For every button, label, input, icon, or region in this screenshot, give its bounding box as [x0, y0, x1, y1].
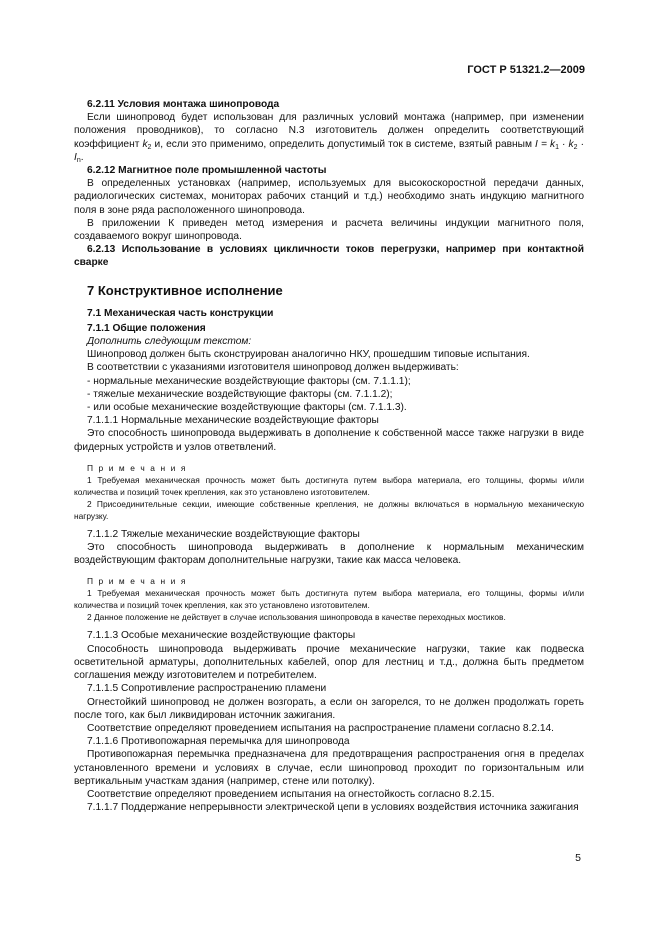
- section-heading-6-2-12: 6.2.12 Магнитное поле промышленной частоты: [87, 165, 327, 177]
- paragraph: Противопожарная перемычка предназначена для предотвращения распространения огня в пределах установленного времени и условиях в случае, если шинопровод проходит по горизонтальным или вертикальным участкам здания (например, стене или потолку).: [74, 749, 584, 787]
- paragraph: Соответствие определяют проведением испытания на распространение пламени согласно 8.2.14.: [87, 722, 555, 734]
- section-heading-7-1-1-5: 7.1.1.5 Сопротивление распространению пламени: [87, 683, 327, 695]
- section-heading-7-1-1-2: 7.1.1.2 Тяжелые механические воздействующие факторы: [87, 528, 360, 540]
- list-item: - тяжелые механические воздействующие факторы (см. 7.1.1.2);: [87, 388, 393, 400]
- section-heading-7-1-1-1: 7.1.1.1 Нормальные механические воздействующие факторы: [87, 415, 379, 427]
- paragraph: В соответствии с указаниями изготовителя шинопровод должен выдерживать:: [87, 362, 459, 374]
- paragraph: Это способность шинопровода выдерживать в дополнение к нормальным механическим воздействующим факторам дополнительные нагрузки, такие как масса человека.: [74, 542, 584, 567]
- paragraph: Это способность шинопровода выдерживать в дополнение к собственной массе также нагрузки в виде фидерных устройств и узлов ответвлений.: [74, 428, 584, 453]
- notes-title: П р и м е ч а н и я: [87, 462, 187, 473]
- note-item: 2 Данное положение не действует в случае использования шинопровода в качестве переходных мостиков.: [87, 612, 506, 623]
- paragraph: Огнестойкий шинопровод не должен возгорать, а если он загорелся, то не должен продолжать гореть после того, как был ликвидирован источник зажигания.: [74, 696, 584, 721]
- section-heading-6-2-13: 6.2.13 Использование в условиях цикличности токов перегрузки, например при контактной сварке: [74, 244, 584, 269]
- notes-title: П р и м е ч а н и я: [87, 576, 187, 587]
- page-number: 5: [575, 852, 581, 864]
- list-item: - нормальные механические воздействующие факторы (см. 7.1.1.1);: [87, 375, 411, 387]
- document-number: ГОСТ Р 51321.2—2009: [467, 64, 585, 76]
- section-heading-7: 7 Конструктивное исполнение: [87, 282, 283, 298]
- section-heading-7-1: 7.1 Механическая часть конструкции: [87, 307, 274, 319]
- note-item: 2 Присоединительные секции, имеющие собственные крепления, не должны включаться в нормальную механическую нагрузку.: [74, 498, 584, 521]
- section-heading-7-1-1-7: 7.1.1.7 Поддержание непрерывности электрической цепи в условиях воздействия источника зажигания: [87, 802, 579, 814]
- paragraph: Способность шинопровода выдерживать прочие механические нагрузки, такие как подвеска осветительной арматуры, дополнительных кабелей, опор для лестниц и т.д., должна быть предметом соглашения между изготовителем и потребителем.: [74, 643, 584, 682]
- section-heading-7-1-1: 7.1.1 Общие положения: [87, 322, 206, 334]
- paragraph-6-2-11: Если шинопровод будет использован для различных условий монтажа (например, при изменении положения проводников), то согласно N.3 изготовитель должен определить соответствующий коэффициент $k_2$ и, если это применимо, определить допустимый ток в системе, взятый равным $I = k_1 \cdot k_2 \cdot I_n$.: [74, 112, 584, 164]
- note-item: 1 Требуемая механическая прочность может быть достигнута путем выбора материала, его толщины, формы и/или количества и позиций точек крепления, как это установлено изготовителем.: [74, 588, 584, 611]
- paragraph: В приложении К приведен метод измерения и расчета величины индукции магнитного поля, создаваемого вокруг шинопровода.: [74, 217, 584, 243]
- italic-instruction: Дополнить следующим текстом:: [87, 336, 252, 348]
- formula: I = k: [535, 138, 556, 150]
- section-heading-7-1-1-6: 7.1.1.6 Противопожарная перемычка для шинопровода: [87, 736, 350, 748]
- section-heading-6-2-11: 6.2.11 Условия монтажа шинопровода: [87, 99, 280, 110]
- paragraph: В определенных установках (например, используемых для высокоскоростной передачи данных, радиологических системах, мониторах рабочих станций и т.д.) необходимо знать индукцию магнитного поля в зоне ряда расположенного шинопровода.: [74, 178, 584, 216]
- page-content: [74, 98, 584, 814]
- section-heading-7-1-1-3: 7.1.1.3 Особые механические воздействующие факторы: [87, 630, 356, 642]
- paragraph: Соответствие определяют проведением испытания на огнестойкость согласно 8.2.15.: [87, 788, 495, 800]
- note-item: 1 Требуемая механическая прочность может быть достигнута путем выбора материала, его толщины, формы и/или количества и позиций точек крепления, как это установлено изготовителем.: [74, 474, 584, 497]
- paragraph: Шинопровод должен быть сконструирован аналогично НКУ, прошедшим типовые испытания.: [87, 349, 530, 361]
- list-item: - или особые механические воздействующие факторы (см. 7.1.1.3).: [87, 402, 407, 414]
